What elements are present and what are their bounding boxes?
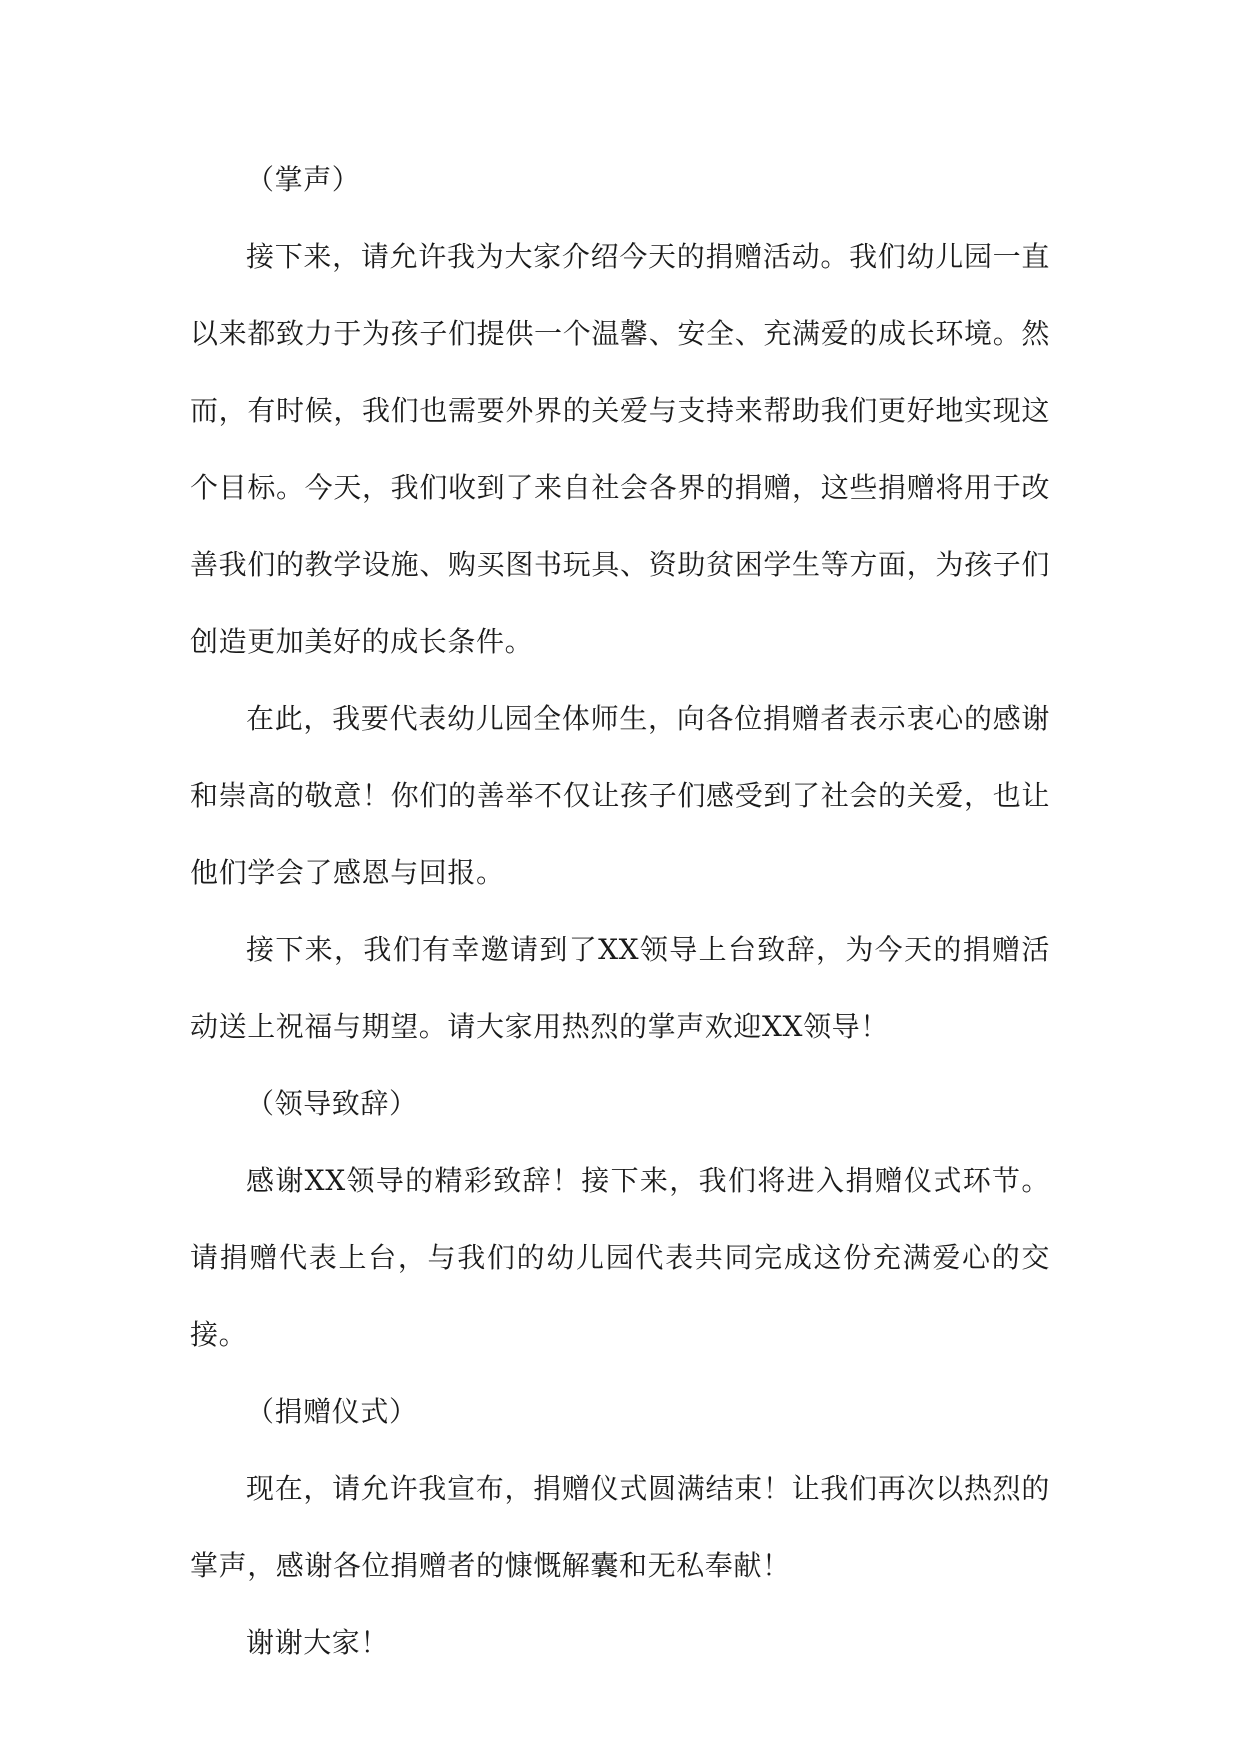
document-body [190,141,1050,1681]
stage-direction-leader-speech: （领导致辞） [246,1087,418,1120]
paragraph-ceremony-intro: 感谢XX领导的精彩致辞！接下来，我们将进入捐赠仪式环节。请捐赠代表上台，与我们的幼儿园代表共同完成这份充满爱心的交接。 [190,1164,1050,1351]
stage-direction-applause: （掌声） [246,163,361,196]
paragraph-closing-thanks: 谢谢大家！ [246,1626,390,1659]
stage-direction-donation-ceremony: （捐赠仪式） [246,1395,418,1428]
paragraph-ceremony-end: 现在，请允许我宣布，捐赠仪式圆满结束！让我们再次以热烈的掌声，感谢各位捐赠者的慷慨解囊和无私奉献！ [190,1472,1050,1582]
paragraph-thanks-donors: 在此，我要代表幼儿园全体师生，向各位捐赠者表示衷心的感谢和崇高的敬意！你们的善举不仅让孩子们感受到了社会的关爱，也让他们学会了感恩与回报。 [190,702,1050,889]
paragraph-invite-leader: 接下来，我们有幸邀请到了XX领导上台致辞，为今天的捐赠活动送上祝福与期望。请大家用热烈的掌声欢迎XX领导！ [190,933,1050,1043]
paragraph-donation-intro: 接下来，请允许我为大家介绍今天的捐赠活动。我们幼儿园一直以来都致力于为孩子们提供一个温馨、安全、充满爱的成长环境。然而，有时候，我们也需要外界的关爱与支持来帮助我们更好地实现这个目标。今天，我们收到了来自社会各界的捐赠，这些捐赠将用于改善我们的教学设施、购买图书玩具、资助贫困学生等方面，为孩子们创造更加美好的成长条件。 [190,240,1050,658]
